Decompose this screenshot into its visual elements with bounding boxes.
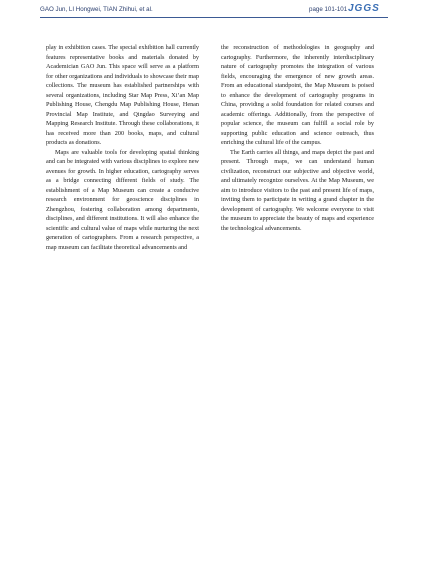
paragraph: the reconstruction of methodologies in geography and cartography. Furthermore, the inherently interdisciplinary nature of cartography promotes the integration of various fields, encouraging the emergence of new growth areas. From an educational standpoint, the Map Museum is poised to enhance the development of cartography programs in China, providing a solid foundation for related courses and academic offerings. Additionally, from the perspective of popular science, the museum can fulfill a social role by supporting public education and science outreach, thus enriching the cultural life of the campus. bbox=[221, 44, 374, 146]
header-divider bbox=[40, 17, 388, 18]
header-page-range: page 101-101 bbox=[309, 6, 348, 13]
header-authors: GAO Jun, LI Hongwei, TIAN Zhihui, et al. bbox=[40, 6, 153, 13]
left-column bbox=[46, 43, 199, 252]
running-header bbox=[0, 0, 427, 22]
right-column bbox=[221, 43, 374, 233]
paragraph: play in exhibition cases. The special exhibition hall currently features representative books and materials donated by Academician GAO Jun. This space will serve as a platform for other organizations and individuals to showcase their map collections. The museum has established partnerships with several organizations, including Star Map Press, Xi’an Map Publishing House, Chengdu Map Publishing House, Henan Provincial Map Institute, and Qingdao Surveying and Mapping Research Institute. Through these collaborations, it has received more than 200 books, maps, and cultural products as donations. bbox=[46, 44, 199, 146]
journal-logo: JGGS bbox=[348, 3, 380, 14]
paragraph: Maps are valuable tools for developing spatial thinking and can be integrated with various disciplines to explore new avenues for growth. In higher education, cartography serves as a bridge connecting different fields of study. The establishment of a Map Museum can create a conducive research environment for geoscience disciplines in Zhengzhou, fostering collaboration among departments, disciplines, and different institutions. It will also enhance the scientific and cultural value of maps while nurturing the next generation of cartographers. From a research perspective, a map museum can facilitate theoretical advancements and bbox=[46, 148, 199, 251]
paragraph: The Earth carries all things, and maps depict the past and present. Through maps, we can understand human civilization, reconstruct our subjective and objective world, and ultimately recognize ourselves. At the Map Museum, we aim to introduce visitors to the past and present life of maps, inviting them to participate in writing a grand chapter in the development of cartography. We welcome everyone to visit the museum to appreciate the beauty of maps and experience the technological advancements. bbox=[221, 148, 374, 232]
